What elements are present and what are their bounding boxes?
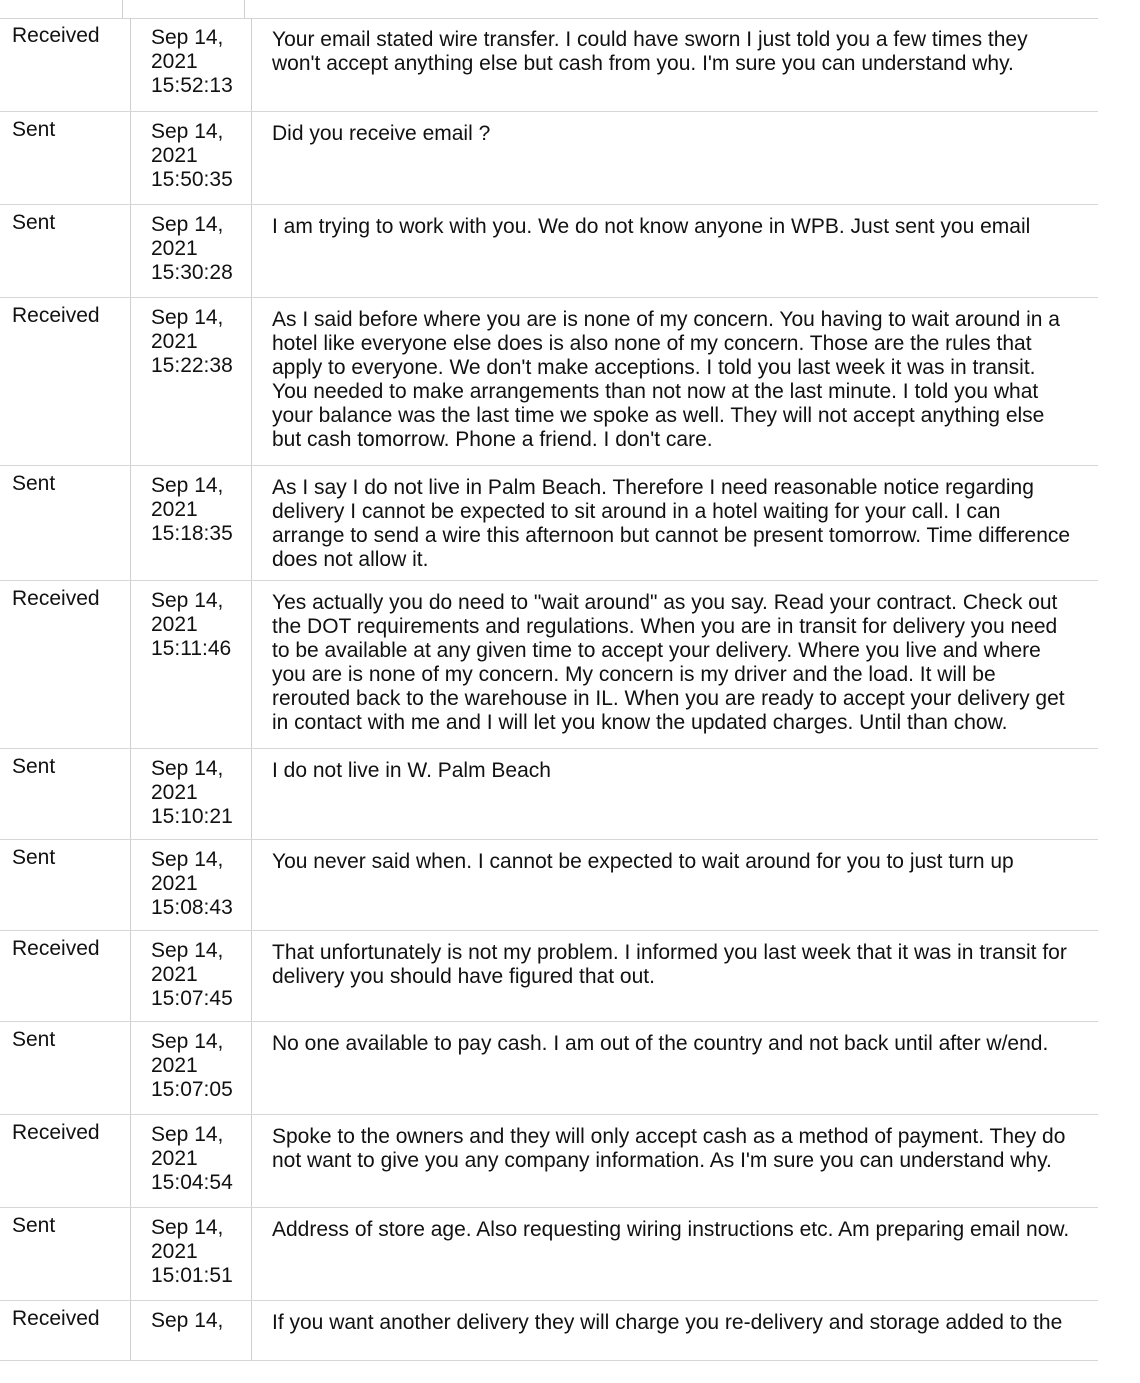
timestamp-year: 2021 [151,962,198,986]
timestamp-year: 2021 [151,1146,198,1170]
message-row [0,204,1098,297]
message-direction: Received [0,1300,131,1360]
message-text-cell [252,1207,1099,1300]
message-text-cell [252,930,1099,1021]
message-row [0,111,1098,204]
timestamp-year: 2021 [151,50,198,73]
message-row [0,930,1098,1021]
timestamp-time: 15:10:21 [151,804,233,828]
timestamp-time: 15:22:38 [151,353,233,377]
message-direction: Sent [0,111,131,204]
message-text: As I said before where you are is none of my concern. You having to wait around in a hotel like everyone else does is also none of my concern. Those are the rules that apply to everyone. We don't make acceptions. I told you last week it was in transit. You needed to make arrangements than not now at the last minute. I told you what your balance was the last time we spoke as well. They will not accept anything else but cash tomorrow. Phone a friend. I don't care. [272,307,1060,451]
timestamp-date: Sep 14, [151,1308,224,1332]
message-timestamp [131,1207,252,1300]
timestamp-time: 15:04:54 [151,1170,233,1194]
message-row [0,297,1098,465]
message-row [0,1114,1098,1207]
message-timestamp [131,18,252,111]
message-text: No one available to pay cash. I am out of the country and not back until after w/end. [272,1031,1049,1055]
message-row [0,1021,1098,1114]
message-row [0,580,1098,748]
message-direction: Sent [0,465,131,580]
message-row [0,1207,1098,1300]
message-text-cell [252,297,1099,465]
timestamp-date: Sep 14, [151,1122,224,1146]
message-direction: Received [0,580,131,748]
timestamp-date: Sep 14, [151,305,224,329]
message-direction: Sent [0,1207,131,1300]
message-timestamp [131,580,252,748]
message-direction: Sent [0,204,131,297]
message-row [0,465,1098,580]
message-text-cell [252,111,1099,204]
timestamp-year: 2021 [151,871,198,895]
message-timestamp [131,1021,252,1114]
timestamp-date: Sep 14, [151,938,224,962]
message-direction: Sent [0,748,131,839]
timestamp-date: Sep 14, [151,588,224,612]
timestamp-year: 2021 [151,1053,198,1077]
message-text: Address of store age. Also requesting wiring instructions etc. Am preparing email now. [272,1217,1070,1241]
timestamp-date: Sep 14, [151,1215,224,1239]
timestamp-date: Sep 14, [151,847,224,871]
message-row [0,839,1098,930]
timestamp-time: 15:01:51 [151,1263,233,1287]
message-timestamp [131,1114,252,1207]
message-direction: Received [0,18,131,111]
message-text: Spoke to the owners and they will only accept cash as a method of payment. They do not want to give you any company information. As I'm sure you can understand why. [272,1124,1066,1172]
message-timestamp [131,297,252,465]
message-timestamp [131,1300,252,1360]
timestamp-date: Sep 14, [151,212,224,236]
message-timestamp [131,465,252,580]
message-direction: Received [0,1114,131,1207]
message-timestamp [131,204,252,297]
message-timestamp [131,748,252,839]
timestamp-year: 2021 [151,1239,198,1263]
message-direction: Sent [0,839,131,930]
timestamp-date: Sep 14, [151,1029,224,1053]
timestamp-year: 2021 [151,143,198,167]
message-direction: Sent [0,1021,131,1114]
message-log-table [0,18,1098,1361]
message-text: Your email stated wire transfer. I could have sworn I just told you a few times they won't accept anything else but cash from you. I'm sure you can understand why. [272,28,1028,75]
message-text-cell [252,204,1099,297]
timestamp-date: Sep 14, [151,473,224,497]
timestamp-date: Sep 14, [151,26,224,49]
timestamp-time: 15:07:45 [151,986,233,1010]
message-text-cell [252,839,1099,930]
message-row [0,1300,1098,1360]
timestamp-time: 15:52:13 [151,74,233,97]
timestamp-date: Sep 14, [151,756,224,780]
timestamp-time: 15:18:35 [151,521,233,545]
timestamp-year: 2021 [151,780,198,804]
timestamp-time: 15:08:43 [151,895,233,919]
message-text-cell [252,1300,1099,1360]
timestamp-year: 2021 [151,236,198,260]
message-text: Yes actually you do need to "wait around" as you say. Read your contract. Check out the DOT requirements and regulations. When you are in transit for delivery you need to be available at any given time to accept your delivery. Where you live and where you are is none of my concern. My concern is my driver and the load. It will be rerouted back to the warehouse in IL. When you are ready to accept your delivery get in contact with me and I will let you know the updated charges. Until than chow. [272,590,1065,734]
message-text: I am trying to work with you. We do not know anyone in WPB. Just sent you email [272,214,1031,238]
message-text-cell [252,18,1099,111]
message-text: Did you receive email ? [272,121,491,145]
message-direction: Received [0,930,131,1021]
timestamp-time: 15:07:05 [151,1077,233,1101]
cut-off-previous-row [0,0,1098,19]
message-timestamp [131,930,252,1021]
timestamp-time: 15:11:46 [151,636,232,660]
timestamp-time: 15:30:28 [151,260,233,284]
message-text: As I say I do not live in Palm Beach. Therefore I need reasonable notice regarding delivery I cannot be expected to sit around in a hotel waiting for your call. I can arrange to send a wire this afternoon but cannot be present tomorrow. Time difference does not allow it. [272,475,1071,571]
timestamp-year: 2021 [151,612,198,636]
message-text: I do not live in W. Palm Beach [272,758,551,782]
message-text-cell [252,580,1099,748]
timestamp-time: 15:50:35 [151,167,233,191]
message-direction: Received [0,297,131,465]
message-text-cell [252,465,1099,580]
message-text-cell [252,1114,1099,1207]
timestamp-year: 2021 [151,497,198,521]
message-text-cell [252,1021,1099,1114]
message-row [0,748,1098,839]
message-text: If you want another delivery they will charge you re-delivery and storage added to the [272,1310,1063,1334]
message-text: You never said when. I cannot be expected to wait around for you to just turn up [272,849,1014,873]
timestamp-date: Sep 14, [151,119,224,143]
message-row [0,18,1098,111]
message-timestamp [131,839,252,930]
message-timestamp [131,111,252,204]
timestamp-year: 2021 [151,329,198,353]
message-text: That unfortunately is not my problem. I informed you last week that it was in transit for delivery you should have figured that out. [272,940,1067,988]
message-log-body [0,18,1098,1360]
message-text-cell [252,748,1099,839]
